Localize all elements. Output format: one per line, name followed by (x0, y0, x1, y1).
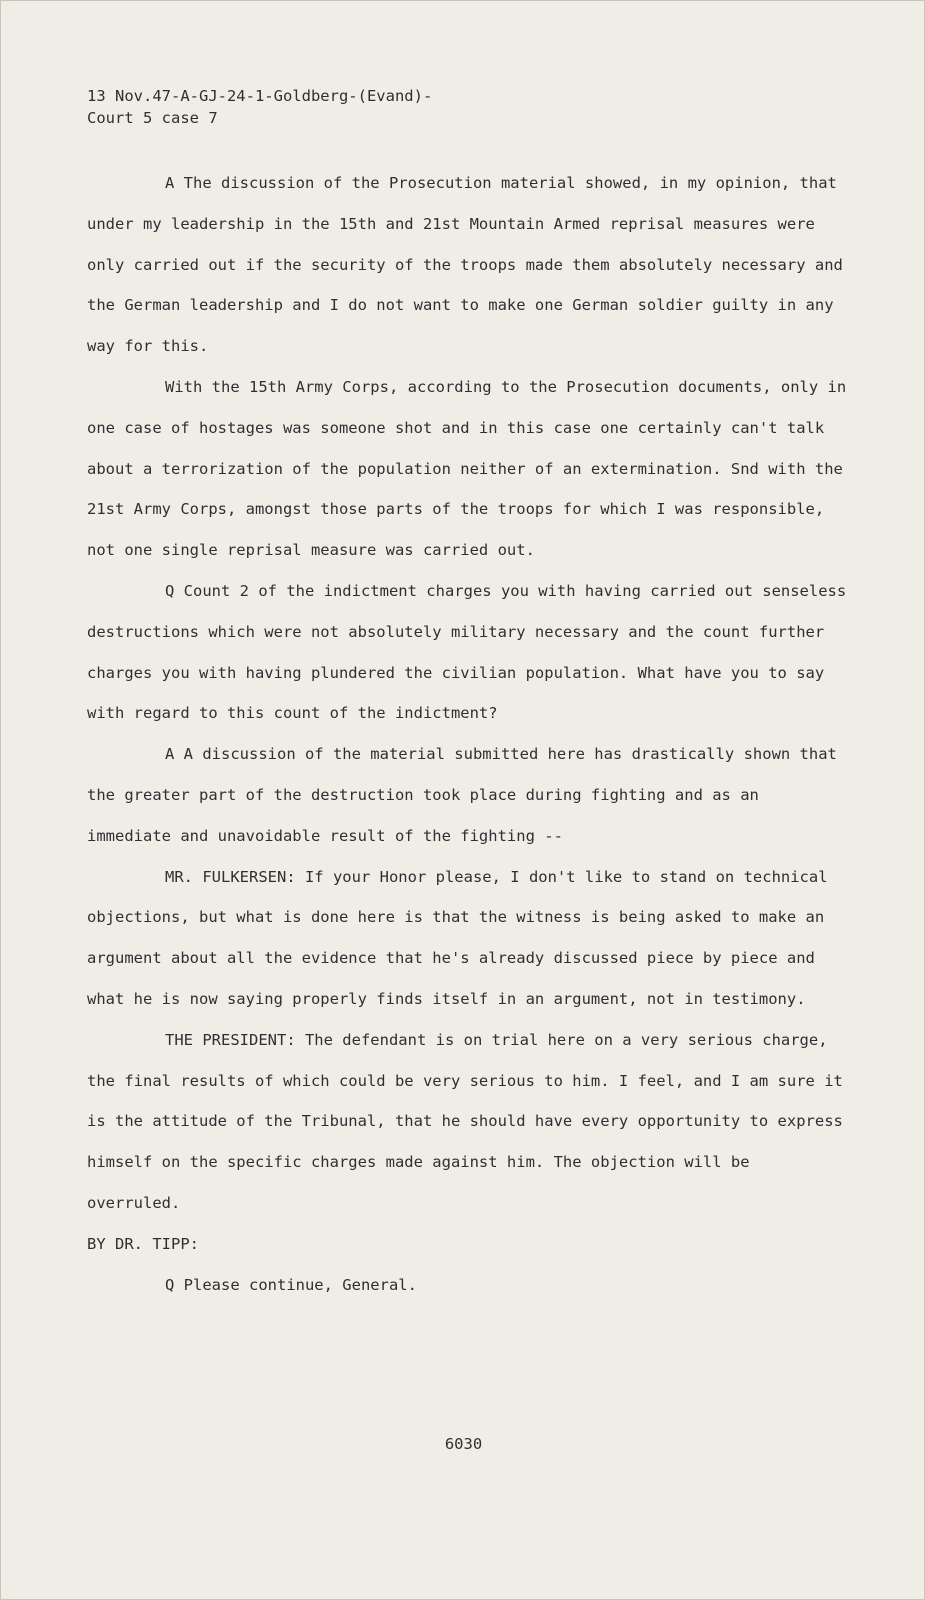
paragraph-question-count-two: Q Count 2 of the indictment charges you with having carried out senseless destructions which were not absolutely military necessary and the count further charges you with having plundered the civilian population. What have you to say with regard to this count of the indictment? (87, 581, 847, 723)
transcript-body (87, 163, 847, 1305)
paragraph-objection-fulkersen: MR. FULKERSEN: If your Honor please, I don't like to stand on technical objections, but what is done here is that the witness is being asked to make an argument about all the evidence that he's already discussed piece by piece and what he is now saying properly finds itself in an argument, not in testimony. (87, 867, 828, 1008)
paragraph-examiner: BY DR. TIPP: (87, 1234, 199, 1253)
paragraph-answer-reprisals: A The discussion of the Prosecution material showed, in my opinion, that under my leadership in the 15th and 21st Mountain Armed reprisal measures were only carried out if the security of the troops made them absolutely necessary and the German leadership and I do not want to make one German soldier guilty in any way for this. (87, 174, 843, 356)
document-header (87, 85, 432, 129)
header-court-case: Court 5 case 7 (87, 109, 218, 127)
paragraph-answer-destruction: A A discussion of the material submitted here has drastically shown that the greater part of the destruction took place during fighting and as an immediate and unavoidable result of the fighting -- (87, 745, 837, 845)
page-number: 6030 (444, 1435, 483, 1453)
paragraph-question-continue: Q Please continue, General. (165, 1275, 417, 1294)
header-case-reference: 13 Nov.47-A-GJ-24-1-Goldberg-(Evand)- (87, 87, 433, 105)
paragraph-answer-army-corps: With the 15th Army Corps, according to the Prosecution documents, only in one case of hostages was someone shot and in this case one certainly can't talk about a terrorization of the population neither of an extermination. Snd with the 21st Army Corps, amongst those parts of the troops for which I was responsible, not one single reprisal measure was carried out. (87, 377, 847, 560)
paragraph-president-ruling: THE PRESIDENT: The defendant is on trial here on a very serious charge, the final results of which could be very serious to him. I feel, and I am sure it is the attitude of the Tribunal, that he should have every opportunity to express himself on the specific charges made against him. The objection will be overruled. (87, 1030, 843, 1212)
